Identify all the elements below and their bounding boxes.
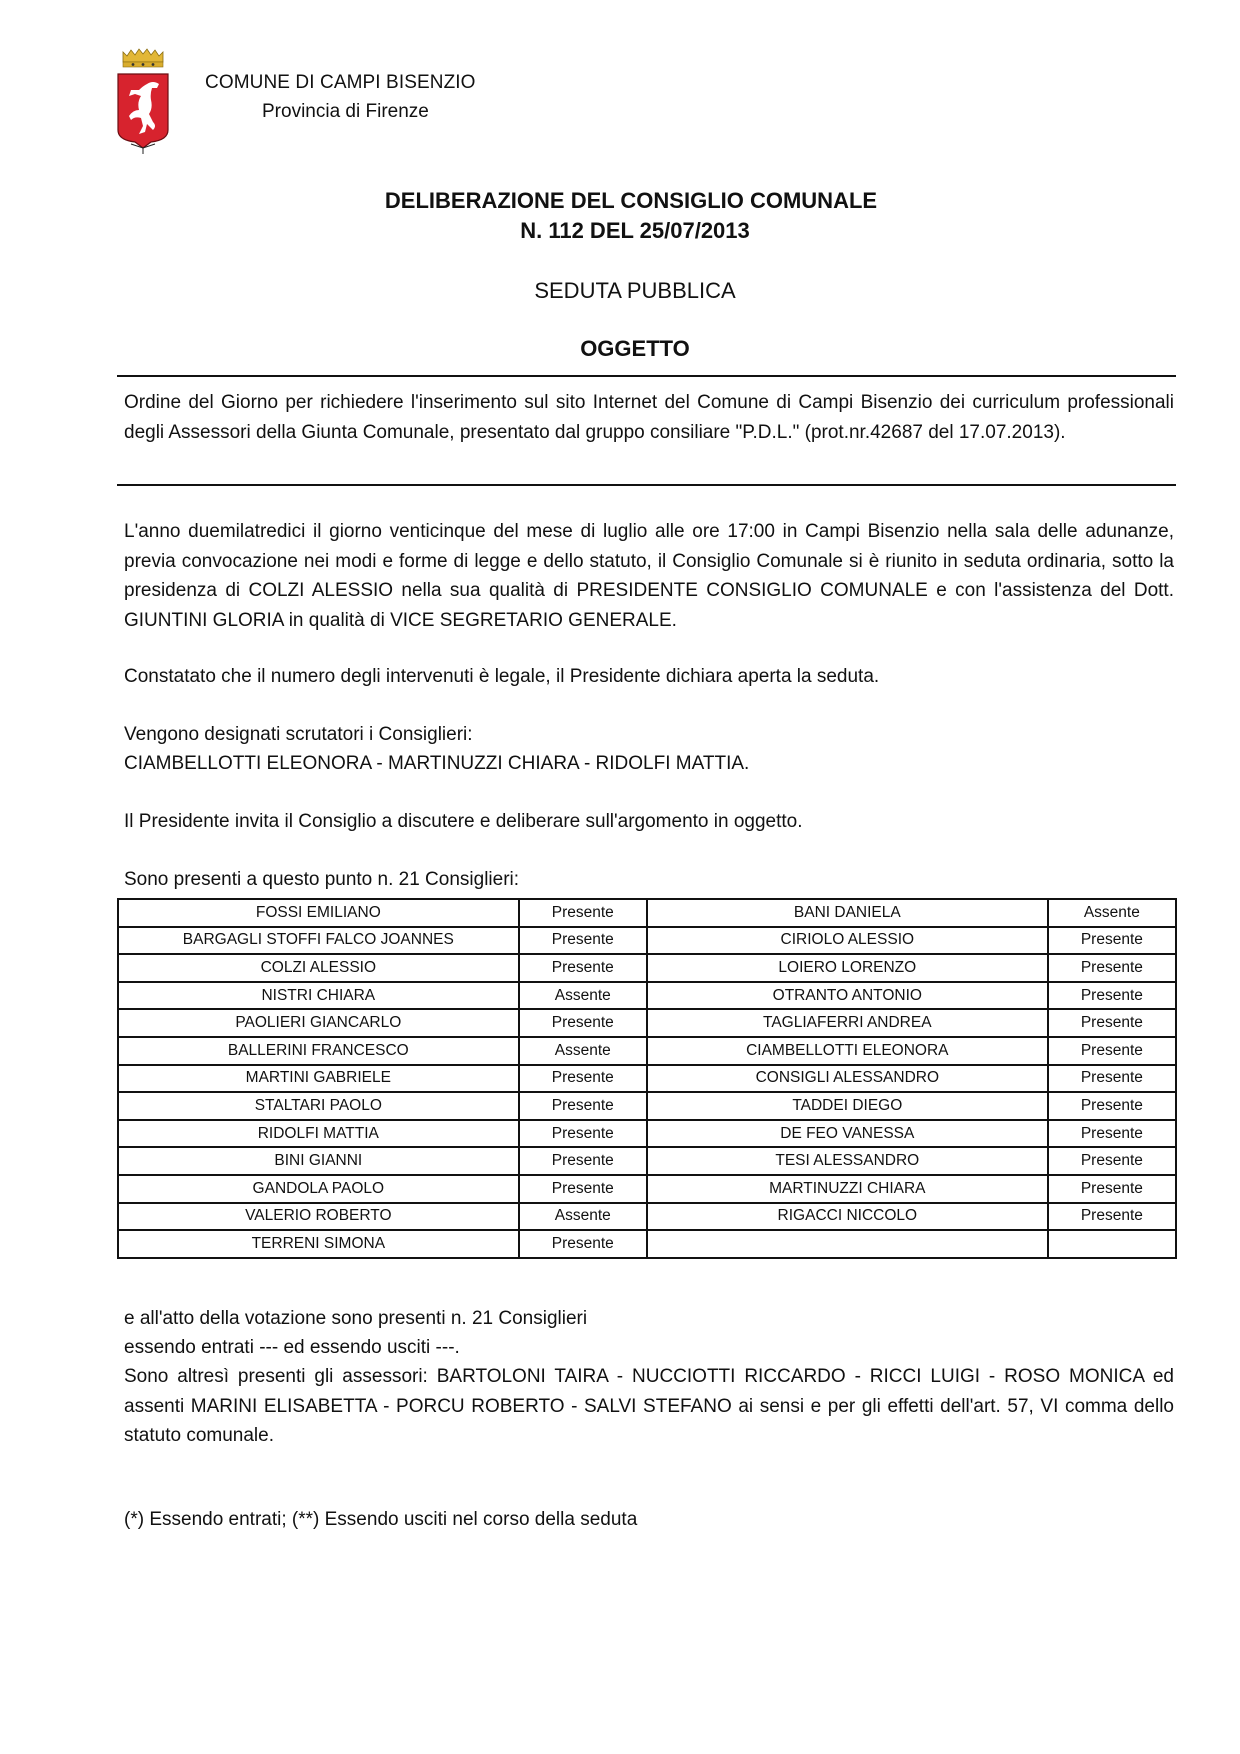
attendance-status: Presente [519, 954, 647, 982]
councillor-name: CIAMBELLOTTI ELEONORA [647, 1037, 1048, 1065]
attendance-status: Presente [1048, 1092, 1176, 1120]
councillor-name: FOSSI EMILIANO [118, 899, 519, 927]
attendance-status: Presente [519, 927, 647, 955]
attendance-label: Sono presenti a questo punto n. 21 Consiglieri: [124, 869, 520, 890]
table-row [118, 1065, 1176, 1093]
councillor-name: STALTARI PAOLO [118, 1092, 519, 1120]
attendance-status: Assente [519, 1203, 647, 1231]
scrutatori-label: Vengono designati scrutatori i Consiglieri: [124, 724, 473, 745]
entered-exited-line: essendo entrati --- ed essendo usciti ---. [124, 1337, 460, 1358]
attendance-status: Presente [519, 1120, 647, 1148]
vote-count-line: e all'atto della votazione sono presenti n. 21 Consiglieri [124, 1308, 588, 1329]
councillor-name: MARTINI GABRIELE [118, 1065, 519, 1093]
councillor-name: TAGLIAFERRI ANDREA [647, 1009, 1048, 1037]
councillor-name: BINI GIANNI [118, 1147, 519, 1175]
assessori-paragraph: Sono altresì presenti gli assessori: BARTOLONI TAIRA - NUCCIOTTI RICCARDO - RICCI LUIGI - ROSO MONICA ed assenti MARINI ELISABETTA - PORCU ROBERTO - SALVI STEFANO ai sensi e per gli effetti dell'art. 57, VI comma dello statuto comunale. [124, 1366, 1174, 1446]
province-name: Provincia di Firenze [262, 101, 429, 122]
councillor-name: RIGACCI NICCOLO [647, 1203, 1048, 1231]
attendance-status: Presente [1048, 1009, 1176, 1037]
quorum-paragraph: Constatato che il numero degli intervenuti è legale, il Presidente dichiara aperta la seduta. [124, 666, 880, 687]
attendance-status: Presente [1048, 1065, 1176, 1093]
intro-paragraph: L'anno duemilatredici il giorno venticinque del mese di luglio alle ore 17:00 in Campi Bisenzio nella sala delle adunanze, previa convocazione nei modi e forme di legge e dello statuto, il Consiglio Comunale si è riunito in seduta ordinaria, sotto la presidenza di COLZI ALESSIO nella sua qualità di PRESIDENTE CONSIGLIO COMUNALE e con l'assistenza del Dott. GIUNTINI GLORIA in qualità di VICE SEGRETARIO GENERALE. [124, 521, 1174, 631]
councillor-name: TADDEI DIEGO [647, 1092, 1048, 1120]
divider [117, 375, 1176, 377]
table-row [118, 982, 1176, 1010]
councillor-name: OTRANTO ANTONIO [647, 982, 1048, 1010]
attendance-status: Presente [1048, 954, 1176, 982]
councillor-name: BALLERINI FRANCESCO [118, 1037, 519, 1065]
councillor-name [647, 1230, 1048, 1258]
councillor-name: MARTINUZZI CHIARA [647, 1175, 1048, 1203]
divider [117, 484, 1176, 486]
attendance-status: Presente [1048, 927, 1176, 955]
table-row [118, 927, 1176, 955]
councillor-name: CIRIOLO ALESSIO [647, 927, 1048, 955]
councillor-name: COLZI ALESSIO [118, 954, 519, 982]
table-row [118, 954, 1176, 982]
coat-of-arms-icon [117, 44, 169, 156]
councillor-name: BANI DANIELA [647, 899, 1048, 927]
table-row [118, 1175, 1176, 1203]
attendance-status: Presente [1048, 1175, 1176, 1203]
subject-text: Ordine del Giorno per richiedere l'inserimento sul sito Internet del Comune di Campi Bisenzio dei curriculum professionali degli Assessori della Giunta Comunale, presentato dal gruppo consiliare "P.D.L." (prot.nr.42687 del 17.07.2013). [124, 392, 1174, 443]
attendance-status: Presente [519, 1230, 647, 1258]
municipality-name: COMUNE DI CAMPI BISENZIO [205, 72, 476, 93]
councillor-name: DE FEO VANESSA [647, 1120, 1048, 1148]
table-row [118, 1092, 1176, 1120]
attendance-status: Assente [519, 982, 647, 1010]
councillor-name: NISTRI CHIARA [118, 982, 519, 1010]
councillor-name: PAOLIERI GIANCARLO [118, 1009, 519, 1037]
councillor-name: RIDOLFI MATTIA [118, 1120, 519, 1148]
subject-heading: OGGETTO [580, 336, 690, 361]
table-row [118, 1203, 1176, 1231]
table-row [118, 1009, 1176, 1037]
attendance-status: Presente [519, 1175, 647, 1203]
attendance-status [1048, 1230, 1176, 1258]
table-row [118, 1230, 1176, 1258]
table-row [118, 1147, 1176, 1175]
attendance-status: Assente [519, 1037, 647, 1065]
councillor-name: TERRENI SIMONA [118, 1230, 519, 1258]
councillor-name: TESI ALESSANDRO [647, 1147, 1048, 1175]
attendance-status: Presente [519, 1009, 647, 1037]
deliberation-number: N. 112 DEL 25/07/2013 [520, 218, 750, 243]
attendance-status: Presente [519, 1092, 647, 1120]
attendance-status: Presente [1048, 1120, 1176, 1148]
councillor-name: CONSIGLI ALESSANDRO [647, 1065, 1048, 1093]
councillor-name: BARGAGLI STOFFI FALCO JOANNES [118, 927, 519, 955]
attendance-status: Presente [1048, 982, 1176, 1010]
footnote: (*) Essendo entrati; (**) Essendo usciti nel corso della seduta [124, 1509, 638, 1530]
table-row [118, 1120, 1176, 1148]
councillor-name: GANDOLA PAOLO [118, 1175, 519, 1203]
attendance-table [117, 898, 1177, 1259]
councillor-name: LOIERO LORENZO [647, 954, 1048, 982]
session-type: SEDUTA PUBBLICA [534, 278, 736, 303]
attendance-status: Presente [1048, 1203, 1176, 1231]
attendance-status: Presente [519, 1065, 647, 1093]
table-row [118, 1037, 1176, 1065]
scrutatori-names: CIAMBELLOTTI ELEONORA - MARTINUZZI CHIARA - RIDOLFI MATTIA. [124, 753, 750, 774]
attendance-status: Presente [519, 1147, 647, 1175]
attendance-status: Presente [1048, 1037, 1176, 1065]
attendance-status: Presente [519, 899, 647, 927]
attendance-status: Presente [1048, 1147, 1176, 1175]
attendance-status: Assente [1048, 899, 1176, 927]
document-title: DELIBERAZIONE DEL CONSIGLIO COMUNALE [384, 188, 878, 213]
councillor-name: VALERIO ROBERTO [118, 1203, 519, 1231]
table-row [118, 899, 1176, 927]
invitation-paragraph: Il Presidente invita il Consiglio a discutere e deliberare sull'argomento in oggetto. [124, 811, 803, 832]
